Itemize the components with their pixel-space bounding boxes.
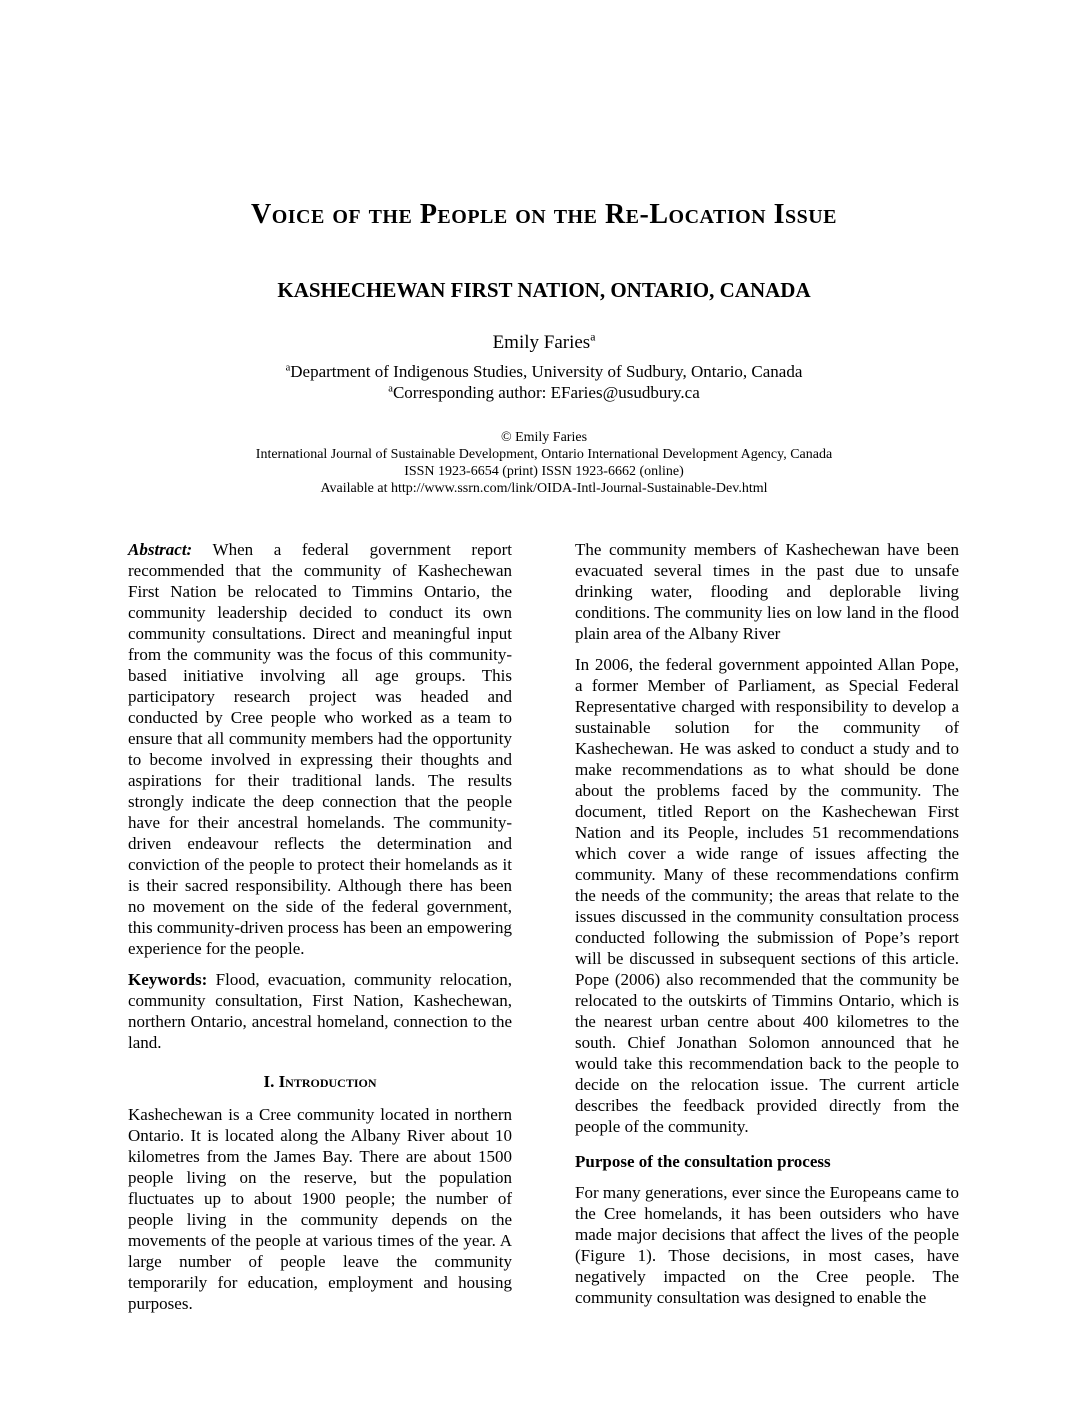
paper-subtitle: KASHECHEWAN FIRST NATION, ONTARIO, CANADA [277, 277, 811, 302]
abstract-label: Abstract: [128, 539, 193, 559]
keywords-label: Keywords: [128, 969, 208, 989]
publication-block [128, 429, 960, 497]
right-paragraph-3: For many generations, ever since the Europeans came to the Cree homelands, it has been outsiders who have made major decisions that affect the lives of the people (Figure 1). Those decisions, in most cases, have negatively impacted on the Cree people. The community consultation was designed to enable the [575, 1182, 959, 1307]
abstract-paragraph [128, 539, 512, 959]
availability-line: Available at http://www.ssrn.com/link/OIDA-Intl-Journal-Sustainable-Dev.html [320, 480, 768, 496]
two-column-body [128, 539, 960, 1324]
affiliation-superscript: a [285, 362, 291, 374]
keywords-text: Flood, evacuation, community relocation, community consultation, First Nation, Kashechewan, northern Ontario, ancestral homeland, connection to the land. [128, 969, 513, 1052]
affiliation-line [128, 361, 960, 382]
front-matter [128, 200, 960, 497]
introduction-paragraph: Kashechewan is a Cree community located in northern Ontario. It is located along the Albany River about 10 kilometres from the James Bay. There are about 1500 people living on the reserve, but the population fluctuates up to about 1900 people; the number of people living in the community depends on the movements of the people at various times of the year. A large number of people leave the community temporarily for education, employment and housing purposes. [128, 1104, 512, 1313]
right-paragraph-2: In 2006, the federal government appointed Allan Pope, a former Member of Parliament, as Special Federal Representative charged with responsibility to develop a sustainable solution for the community of Kashechewan. He was asked to conduct a study and to make recommendations as to what should be done about the problems faced by the community. The document, titled Report on the Kashechewan First Nation and its People, includes 51 recommendations which cover a wide range of issues affecting the community. Many of these recommendations confirm the needs of the community; the areas that relate to the issues discussed in the community consultation process conducted following the submission of Pope’s report will be discussed in subsequent sections of this article. Pope (2006) also recommended that the community be relocated to the outskirts of Timmins Ontario, which is the nearest urban centre about 400 kilometres to the south. Chief Jonathan Solomon announced that he would take this recommendation back to the people to decide on the relocation issue. The current article describes the feedback provided directly from the people of the community. [575, 654, 959, 1136]
corresponding-text: Corresponding author: EFaries@usudbury.ca [392, 382, 700, 402]
corresponding-author-line [128, 382, 960, 403]
affiliation-text: Department of Indigenous Studies, University of Sudbury, Ontario, Canada [290, 361, 803, 381]
section-heading-introduction: I. Introduction [263, 1071, 377, 1091]
left-column [128, 539, 512, 1324]
issn-line: ISSN 1923-6654 (print) ISSN 1923-6662 (online) [404, 463, 684, 479]
author-name: Emily Faries [492, 331, 591, 353]
abstract-text: When a federal government report recommended that the community of Kashechewan First Nation be relocated to Timmins Ontario, the community leadership decided to conduct its own community consultations. Direct and meaningful input from the community was the focus of this community-based initiative involving all age groups. This participatory research project was headed and conducted by Cree people who worked as a team to ensure that all community members had the opportunity to become involved in expressing their thoughts and aspirations for their traditional lands. The results strongly indicate the deep connection that the people have for their ancestral homelands. The community-driven endeavour reflects the determination and conviction of the people to protect their homelands as it is their sacred responsibility. Although there has been no movement on the side of the federal government, this community-driven process has been an empowering experience for the people. [128, 539, 513, 958]
author-superscript: a [590, 330, 596, 344]
right-column [575, 539, 959, 1324]
paper-title: Voice of the People on the Re-Location Issue [250, 199, 838, 230]
subsection-heading-purpose: Purpose of the consultation process [575, 1151, 831, 1171]
keywords-paragraph [128, 969, 512, 1053]
copyright-line: © Emily Faries [500, 429, 588, 445]
author-line [128, 332, 960, 355]
right-paragraph-1: The community members of Kashechewan have been evacuated several times in the past due to unsafe drinking water, flooding and deplorable living conditions. The community lies on low land in the flood plain area of the Albany River [575, 539, 959, 643]
journal-line: International Journal of Sustainable Development, Ontario International Development Agency, Canada [255, 446, 833, 462]
corresponding-superscript: a [388, 383, 393, 395]
